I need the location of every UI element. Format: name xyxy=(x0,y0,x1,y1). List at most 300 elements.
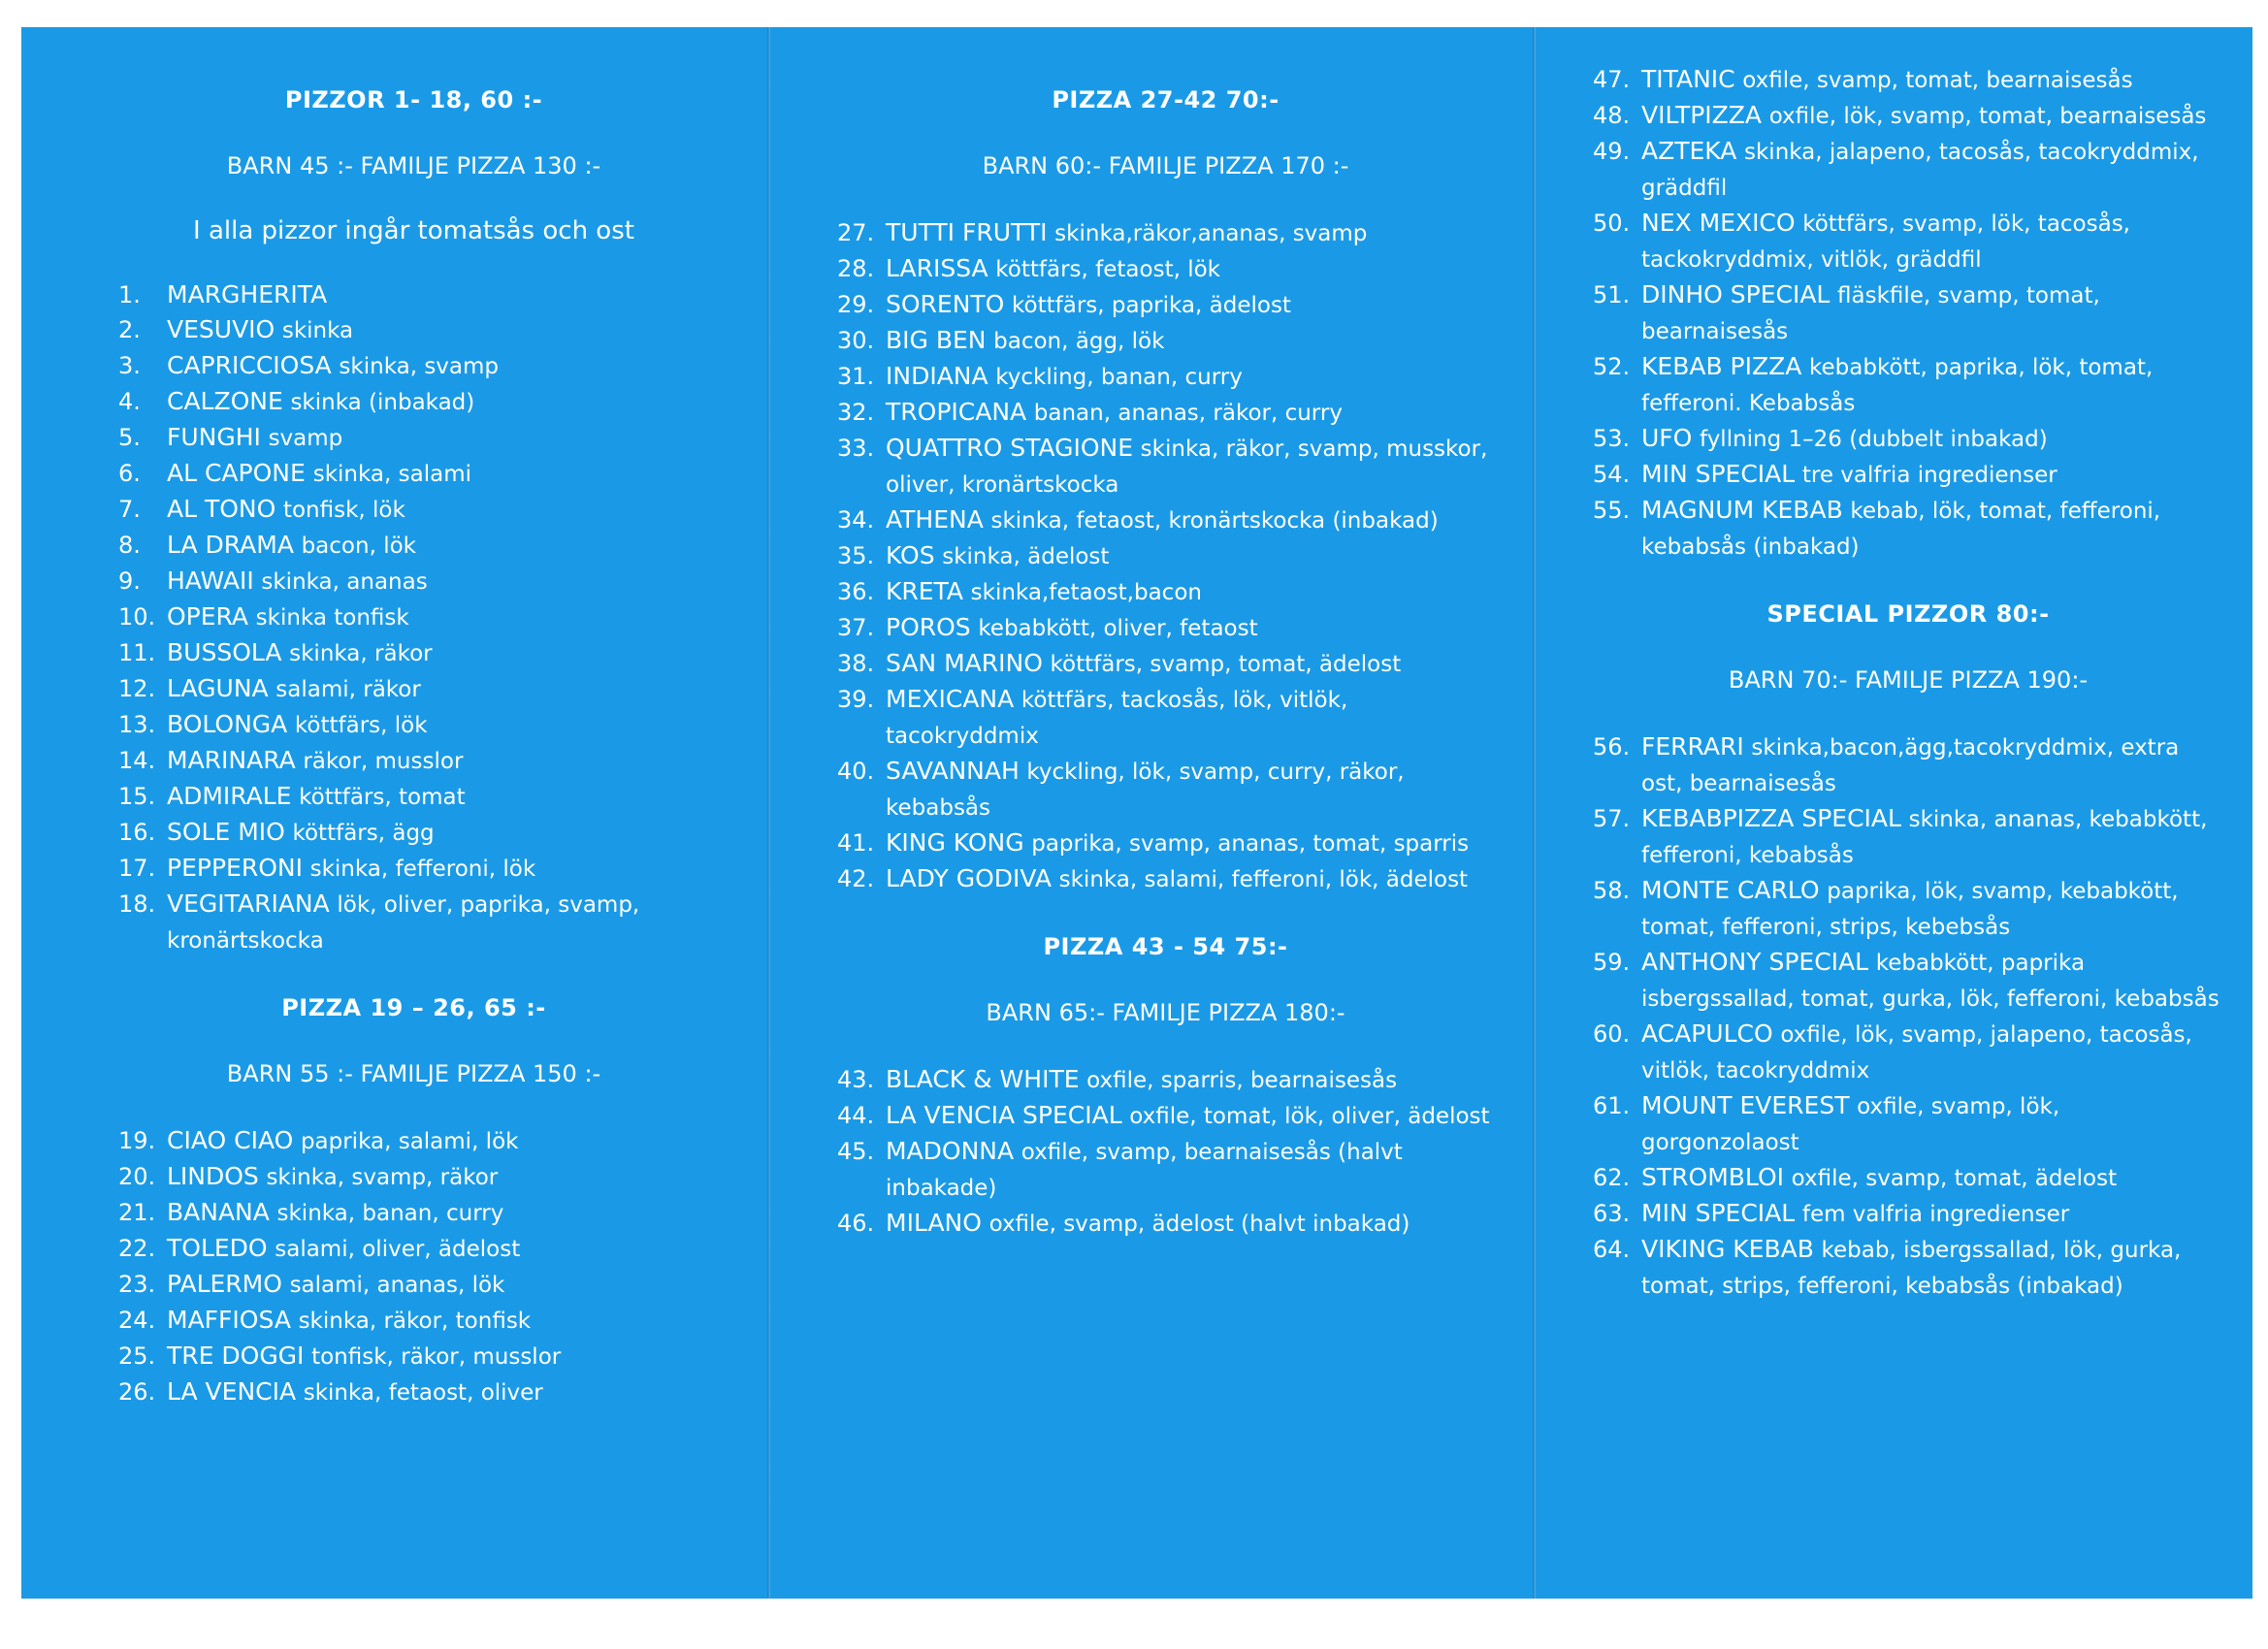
menu-item-ingredients: skinka, räkor xyxy=(289,641,433,666)
menu-item xyxy=(118,564,709,599)
menu-item xyxy=(837,1206,1494,1242)
menu-item-number: 23. xyxy=(118,1271,156,1298)
menu-item xyxy=(1593,1017,2223,1088)
menu-item-text xyxy=(886,502,1494,538)
menu-item-ingredients: kyckling, lök, svamp, curry, räkor, kebabsås xyxy=(886,760,1405,821)
menu-item-text xyxy=(167,312,709,348)
menu-item-name: SOLE MIO xyxy=(167,818,285,846)
menu-item-number: 60. xyxy=(1593,1020,1631,1048)
menu-item-text xyxy=(886,1098,1494,1134)
menu-item-text xyxy=(167,1374,709,1410)
menu-item-ingredients: kebabkött, oliver, fetaost xyxy=(978,616,1258,641)
menu-item-text xyxy=(1641,134,2223,206)
menu-item xyxy=(837,861,1494,897)
menu-item-ingredients: oxfile, svamp, lök, gorgonzolaost xyxy=(1641,1094,2060,1155)
menu-item xyxy=(118,1195,709,1231)
menu-item-name: SAN MARINO xyxy=(886,649,1043,677)
menu-item-name: LARISSA xyxy=(886,254,988,282)
menu-item-number: 15. xyxy=(118,783,156,810)
menu-item-name: MEXICANA xyxy=(886,685,1015,713)
menu-item xyxy=(118,420,709,456)
menu-item-text xyxy=(886,215,1494,251)
menu-item xyxy=(118,743,709,779)
menu-item-text xyxy=(167,1303,709,1339)
menu-item-number: 5. xyxy=(118,424,141,451)
menu-item-text xyxy=(167,887,709,958)
menu-item-ingredients: skinka, ädelost xyxy=(942,544,1110,569)
menu-item-name: SAVANNAH xyxy=(886,757,1020,785)
menu-item-number: 36. xyxy=(837,578,875,605)
menu-item-name: MAFFIOSA xyxy=(167,1306,291,1334)
menu-item-ingredients: salami, räkor xyxy=(275,677,421,702)
menu-item-ingredients: skinka, räkor, svamp, musskor, oliver, kronärtskocka xyxy=(886,436,1488,498)
menu-item-ingredients: skinka,fetaost,bacon xyxy=(970,580,1202,605)
menu-sheet xyxy=(21,27,2252,1599)
menu-item-name: BIG BEN xyxy=(886,326,987,354)
menu-item-number: 51. xyxy=(1593,281,1631,308)
menu-item-name: BANANA xyxy=(167,1198,270,1226)
menu-item-ingredients: lök, oliver, paprika, svamp, kronärtskocka xyxy=(167,892,640,954)
menu-item xyxy=(118,1123,709,1159)
menu-item-number: 53. xyxy=(1593,425,1631,452)
menu-item-number: 54. xyxy=(1593,461,1631,488)
menu-item-text xyxy=(167,671,709,707)
menu-panel-middle xyxy=(767,27,1533,1599)
menu-item-number: 30. xyxy=(837,327,875,354)
menu-item-ingredients: salami, oliver, ädelost xyxy=(275,1237,521,1262)
menu-item-number: 28. xyxy=(837,255,875,282)
menu-item xyxy=(1593,1088,2223,1160)
menu-item-ingredients: skinka,bacon,ägg,tacokryddmix, extra ost, bearnaisesås xyxy=(1641,735,2180,796)
menu-item-number: 31. xyxy=(837,363,875,390)
menu-item-name: VIKING KEBAB xyxy=(1641,1235,1814,1263)
menu-item-name: PEPPERONI xyxy=(167,854,303,882)
menu-item xyxy=(118,1159,709,1195)
menu-item-ingredients: oxfile, svamp, ädelost (halvt inbakad) xyxy=(988,1212,1410,1237)
section-title-pizza-19-26: PIZZA 19 – 26, 65 :- xyxy=(281,994,546,1021)
menu-item xyxy=(1593,1160,2223,1196)
menu-item xyxy=(837,323,1494,359)
menu-item-number: 50. xyxy=(1593,210,1631,237)
menu-item-name: KING KONG xyxy=(886,828,1024,857)
menu-item xyxy=(837,1134,1494,1206)
menu-item xyxy=(118,671,709,707)
menu-item-name: HAWAII xyxy=(167,566,254,595)
menu-item-number: 2. xyxy=(118,316,141,343)
menu-item xyxy=(118,707,709,743)
menu-item-name: TITANIC xyxy=(1641,65,1735,93)
menu-item-text xyxy=(167,564,709,599)
menu-item-number: 42. xyxy=(837,865,875,892)
menu-item-name: LA DRAMA xyxy=(167,531,294,559)
menu-item xyxy=(1593,873,2223,945)
menu-item-ingredients: kebabkött, paprika, lök, tomat, fefferoni. Kebabsås xyxy=(1641,355,2154,416)
menu-item-name: AZTEKA xyxy=(1641,137,1737,165)
pizza-list xyxy=(1593,62,2223,565)
menu-item-text xyxy=(167,348,709,384)
menu-item-ingredients: fem valfria ingredienser xyxy=(1801,1202,2070,1227)
menu-item-number: 33. xyxy=(837,435,875,462)
menu-item-ingredients: skinka, banan, curry xyxy=(276,1201,504,1226)
menu-item xyxy=(837,682,1494,754)
menu-item-ingredients: skinka, räkor, tonfisk xyxy=(298,1309,532,1334)
menu-item-name: MONTE CARLO xyxy=(1641,876,1820,904)
menu-item-ingredients: bacon, ägg, lök xyxy=(993,329,1165,354)
menu-item-text xyxy=(1641,945,2223,1017)
menu-item-number: 48. xyxy=(1593,102,1631,129)
menu-item-name: MAGNUM KEBAB xyxy=(1641,496,1843,524)
menu-item xyxy=(1593,493,2223,565)
section-sizes-pizza-43-54: BARN 65:- FAMILJE PIZZA 180:- xyxy=(986,999,1345,1026)
menu-item-name: ADMIRALE xyxy=(167,782,292,810)
menu-item-ingredients: oxfile, tomat, lök, oliver, ädelost xyxy=(1129,1104,1490,1129)
menu-item-text xyxy=(1641,277,2223,349)
menu-item xyxy=(1593,801,2223,873)
menu-item-name: BOLONGA xyxy=(167,710,288,738)
menu-item-ingredients: skinka, svamp, räkor xyxy=(266,1165,499,1190)
menu-item-number: 45. xyxy=(837,1138,875,1165)
menu-item-text xyxy=(167,815,709,851)
menu-item-text xyxy=(886,287,1494,323)
menu-item-name: AL TONO xyxy=(167,495,276,523)
menu-item-text xyxy=(1641,1160,2223,1196)
menu-item-ingredients: fläskfile, svamp, tomat, bearnaisesås xyxy=(1641,283,2100,344)
menu-item-text xyxy=(886,646,1494,682)
menu-item-ingredients: oxfile, lök, svamp, tomat, bearnaisesås xyxy=(1768,104,2207,129)
menu-item-text xyxy=(1641,801,2223,873)
menu-item-name: MIN SPECIAL xyxy=(1641,460,1796,488)
menu-item-ingredients: paprika, svamp, ananas, tomat, sparris xyxy=(1031,831,1470,857)
menu-note: I alla pizzor ingår tomatsås och ost xyxy=(193,216,634,245)
menu-item-text xyxy=(1641,1232,2223,1304)
menu-item-text xyxy=(167,707,709,743)
menu-item-number: 32. xyxy=(837,399,875,426)
menu-item xyxy=(118,456,709,492)
menu-item-number: 11. xyxy=(118,639,156,666)
menu-item-text xyxy=(886,323,1494,359)
menu-item-number: 46. xyxy=(837,1210,875,1237)
menu-panel-left xyxy=(21,27,767,1599)
pizza-list xyxy=(118,277,709,958)
menu-item xyxy=(837,754,1494,825)
menu-item xyxy=(118,635,709,671)
menu-item-ingredients: oxfile, lök, svamp, jalapeno, tacosås, vitlök, tacokryddmix xyxy=(1641,1022,2192,1083)
menu-item-ingredients: tonfisk, räkor, musslor xyxy=(311,1344,562,1370)
menu-item-number: 10. xyxy=(118,603,156,630)
menu-item-name: INDIANA xyxy=(886,362,988,390)
menu-item xyxy=(118,887,709,958)
menu-item xyxy=(837,825,1494,861)
menu-item xyxy=(118,348,709,384)
menu-item-ingredients: skinka, salami xyxy=(312,462,471,487)
menu-item-number: 61. xyxy=(1593,1092,1631,1119)
menu-item xyxy=(118,599,709,635)
pizza-list xyxy=(837,1062,1494,1242)
menu-item-text xyxy=(167,528,709,564)
menu-item-text xyxy=(886,1062,1494,1098)
menu-item-ingredients: skinka, fefferoni, lök xyxy=(309,857,536,882)
section-title-pizzor-1-18: PIZZOR 1- 18, 60 :- xyxy=(284,86,543,113)
menu-item-number: 40. xyxy=(837,758,875,785)
menu-item-text xyxy=(167,1339,709,1374)
menu-item-number: 25. xyxy=(118,1342,156,1370)
menu-item-text xyxy=(167,277,709,312)
menu-item-number: 7. xyxy=(118,496,141,523)
menu-item xyxy=(837,646,1494,682)
menu-item-text xyxy=(167,635,709,671)
menu-item-ingredients: köttfärs, svamp, lök, tacosås, tackokryddmix, vitlök, gräddfil xyxy=(1641,211,2130,273)
menu-item xyxy=(1593,457,2223,493)
menu-item-name: MARGHERITA xyxy=(167,280,328,308)
menu-item-name: PALERMO xyxy=(167,1270,282,1298)
menu-item-name: NEX MEXICO xyxy=(1641,209,1796,237)
menu-item xyxy=(118,851,709,887)
menu-item-number: 17. xyxy=(118,855,156,882)
pizza-list xyxy=(118,1123,709,1410)
menu-item-number: 43. xyxy=(837,1066,875,1093)
menu-item-ingredients: köttfärs, fetaost, lök xyxy=(995,257,1220,282)
menu-item-ingredients: bacon, lök xyxy=(301,534,416,559)
menu-item xyxy=(837,395,1494,431)
pizza-list xyxy=(837,215,1494,897)
menu-item-ingredients: kebab, lök, tomat, fefferoni, kebabsås (inbakad) xyxy=(1641,499,2161,560)
menu-item-text xyxy=(1641,206,2223,277)
menu-item-ingredients: köttfärs, svamp, tomat, ädelost xyxy=(1050,652,1402,677)
menu-item xyxy=(118,384,709,420)
menu-item-text xyxy=(167,743,709,779)
menu-item-name: TOLEDO xyxy=(167,1234,268,1262)
menu-item xyxy=(837,538,1494,574)
menu-item-ingredients: kyckling, banan, curry xyxy=(995,365,1243,390)
menu-item xyxy=(837,359,1494,395)
menu-item-text xyxy=(1641,1017,2223,1088)
menu-item-ingredients: köttfärs, lök xyxy=(294,713,428,738)
menu-item-number: 20. xyxy=(118,1163,156,1190)
menu-item-name: BLACK & WHITE xyxy=(886,1065,1080,1093)
section-title-special-pizzor: SPECIAL PIZZOR 80:- xyxy=(1766,600,2050,628)
menu-item-text xyxy=(167,1267,709,1303)
menu-item-text xyxy=(167,384,709,420)
menu-item-ingredients: paprika, salami, lök xyxy=(300,1129,519,1154)
menu-item-text xyxy=(167,599,709,635)
menu-item-number: 38. xyxy=(837,650,875,677)
menu-item-text xyxy=(167,779,709,815)
menu-item xyxy=(1593,277,2223,349)
menu-item-ingredients: oxfile, svamp, tomat, ädelost xyxy=(1791,1166,2118,1191)
menu-item-text xyxy=(1641,1196,2223,1232)
menu-item xyxy=(1593,349,2223,421)
menu-item-name: MIN SPECIAL xyxy=(1641,1199,1796,1227)
menu-item-number: 39. xyxy=(837,686,875,713)
menu-item xyxy=(1593,206,2223,277)
menu-item-text xyxy=(886,1134,1494,1206)
menu-item-name: FERRARI xyxy=(1641,732,1744,760)
menu-item xyxy=(1593,729,2223,801)
menu-item-ingredients: kebabkött, paprika isbergssallad, tomat, gurka, lök, fefferoni, kebabsås xyxy=(1641,951,2219,1012)
menu-item-text xyxy=(886,861,1494,897)
menu-item-number: 22. xyxy=(118,1235,156,1262)
menu-item-name: OPERA xyxy=(167,602,249,630)
menu-item-ingredients: salami, ananas, lök xyxy=(289,1273,505,1298)
section-sizes-special-pizzor: BARN 70:- FAMILJE PIZZA 190:- xyxy=(1728,666,2089,694)
menu-item-name: AL CAPONE xyxy=(167,459,313,487)
menu-item-text xyxy=(167,1159,709,1195)
menu-item-name: VESUVIO xyxy=(167,315,275,343)
menu-item xyxy=(837,502,1494,538)
menu-item-number: 24. xyxy=(118,1307,156,1334)
menu-item-ingredients: tonfisk, lök xyxy=(282,498,405,523)
menu-item-text xyxy=(886,754,1494,825)
menu-item xyxy=(1593,1232,2223,1304)
menu-item-text xyxy=(886,431,1494,502)
menu-item xyxy=(837,215,1494,251)
menu-item-number: 21. xyxy=(118,1199,156,1226)
menu-item-number: 16. xyxy=(118,819,156,846)
menu-item-ingredients: skinka, fetaost, oliver xyxy=(303,1380,543,1406)
menu-item-ingredients: oxfile, svamp, tomat, bearnaisesås xyxy=(1742,68,2133,93)
menu-item-text xyxy=(886,251,1494,287)
pizza-list xyxy=(1593,729,2223,1304)
menu-item-ingredients: skinka,räkor,ananas, svamp xyxy=(1054,221,1368,246)
menu-item-number: 1. xyxy=(118,281,141,308)
menu-item xyxy=(118,1267,709,1303)
menu-item-name: LAGUNA xyxy=(167,674,269,702)
menu-item-number: 13. xyxy=(118,711,156,738)
menu-item-ingredients: räkor, musslor xyxy=(303,749,464,774)
menu-item-text xyxy=(167,456,709,492)
menu-item-text xyxy=(886,574,1494,610)
menu-item-name: ATHENA xyxy=(886,505,984,534)
menu-item-name: VILTPIZZA xyxy=(1641,101,1763,129)
menu-item-text xyxy=(167,1231,709,1267)
menu-item-name: POROS xyxy=(886,613,971,641)
menu-item-text xyxy=(886,825,1494,861)
menu-item-ingredients: skinka, jalapeno, tacosås, tacokryddmix, gräddfil xyxy=(1641,140,2199,201)
menu-item-name: VEGITARIANA xyxy=(167,889,330,918)
menu-item-text xyxy=(886,682,1494,754)
menu-item-ingredients: skinka, ananas, kebabkött, fefferoni, kebabsås xyxy=(1641,807,2208,868)
menu-item-text xyxy=(886,538,1494,574)
section-title-pizza-43-54: PIZZA 43 - 54 75:- xyxy=(1043,933,1288,960)
menu-item-name: LA VENCIA xyxy=(167,1377,297,1406)
menu-item-ingredients: fyllning 1–26 (dubbelt inbakad) xyxy=(1700,427,2048,452)
menu-item-name: STROMBLOI xyxy=(1641,1163,1784,1191)
menu-item-name: MARINARA xyxy=(167,746,296,774)
menu-item-number: 64. xyxy=(1593,1236,1631,1263)
menu-item-text xyxy=(886,1206,1494,1242)
menu-item-number: 34. xyxy=(837,506,875,534)
menu-item-number: 57. xyxy=(1593,805,1631,832)
menu-item-text xyxy=(1641,98,2223,134)
menu-item-text xyxy=(167,851,709,887)
menu-item-ingredients: paprika, lök, svamp, kebabkött, tomat, fefferoni, strips, kebebsås xyxy=(1641,879,2179,940)
menu-item-number: 44. xyxy=(837,1102,875,1129)
menu-item xyxy=(118,815,709,851)
menu-item-number: 47. xyxy=(1593,66,1631,93)
menu-item xyxy=(1593,945,2223,1017)
menu-item xyxy=(118,1303,709,1339)
menu-item-ingredients: kebab, isbergssallad, lök, gurka, tomat, strips, fefferoni, kebabsås (inbakad) xyxy=(1641,1238,2182,1299)
menu-item-ingredients: köttfärs, ägg xyxy=(292,821,435,846)
menu-item xyxy=(118,1374,709,1410)
section-sizes-pizza-27-42: BARN 60:- FAMILJE PIZZA 170 :- xyxy=(982,152,1349,179)
menu-item-text xyxy=(886,610,1494,646)
menu-item-name: KEBAB PIZZA xyxy=(1641,352,1802,380)
menu-item-ingredients: banan, ananas, räkor, curry xyxy=(1033,401,1343,426)
menu-item-number: 41. xyxy=(837,829,875,857)
menu-item-number: 29. xyxy=(837,291,875,318)
menu-item xyxy=(1593,98,2223,134)
menu-item-text xyxy=(886,359,1494,395)
menu-item xyxy=(118,779,709,815)
menu-item-number: 4. xyxy=(118,388,141,415)
menu-item xyxy=(837,431,1494,502)
menu-item-name: LADY GODIVA xyxy=(886,864,1052,892)
menu-item-text xyxy=(1641,457,2223,493)
menu-item-name: ACAPULCO xyxy=(1641,1019,1773,1048)
menu-item-name: KEBABPIZZA SPECIAL xyxy=(1641,804,1901,832)
menu-item-name: MADONNA xyxy=(886,1137,1015,1165)
menu-item xyxy=(837,1062,1494,1098)
menu-item-text xyxy=(1641,493,2223,565)
menu-item-number: 19. xyxy=(118,1127,156,1154)
menu-item-number: 8. xyxy=(118,532,141,559)
menu-item-ingredients: köttfärs, paprika, ädelost xyxy=(1012,293,1291,318)
menu-item-ingredients: skinka, svamp xyxy=(339,354,500,379)
menu-item-number: 14. xyxy=(118,747,156,774)
menu-item-name: SORENTO xyxy=(886,290,1005,318)
section-sizes-pizzor-1-18: BARN 45 :- FAMILJE PIZZA 130 :- xyxy=(226,152,601,179)
menu-item xyxy=(118,492,709,528)
menu-item-name: KOS xyxy=(886,541,935,569)
menu-item-text xyxy=(167,1195,709,1231)
menu-item-ingredients: skinka xyxy=(281,318,354,343)
menu-item xyxy=(118,277,709,312)
menu-item-name: CALZONE xyxy=(167,387,283,415)
menu-item-name: QUATTRO STAGIONE xyxy=(886,434,1134,462)
menu-item-name: ANTHONY SPECIAL xyxy=(1641,948,1869,976)
menu-item-name: CAPRICCIOSA xyxy=(167,351,332,379)
menu-item-number: 59. xyxy=(1593,949,1631,976)
menu-item-ingredients: tre valfria ingredienser xyxy=(1801,463,2057,488)
menu-item xyxy=(118,1231,709,1267)
menu-item-text xyxy=(1641,1088,2223,1160)
menu-item-name: CIAO CIAO xyxy=(167,1126,294,1154)
menu-item-text xyxy=(1641,62,2223,98)
menu-item-name: FUNGHI xyxy=(167,423,261,451)
menu-item-name: TROPICANA xyxy=(886,398,1027,426)
menu-item-number: 58. xyxy=(1593,877,1631,904)
menu-item-text xyxy=(886,395,1494,431)
menu-item-name: KRETA xyxy=(886,577,963,605)
menu-item-ingredients: skinka (inbakad) xyxy=(290,390,475,415)
menu-item-number: 9. xyxy=(118,567,141,595)
menu-item-text xyxy=(167,420,709,456)
menu-item-text xyxy=(167,1123,709,1159)
menu-item-text xyxy=(167,492,709,528)
menu-item-ingredients: skinka, ananas xyxy=(261,569,428,595)
menu-item xyxy=(837,251,1494,287)
menu-item xyxy=(118,312,709,348)
menu-item-number: 63. xyxy=(1593,1200,1631,1227)
menu-item-number: 37. xyxy=(837,614,875,641)
menu-item-ingredients: oxfile, svamp, bearnaisesås (halvt inbakade) xyxy=(886,1140,1403,1201)
menu-item-ingredients: oxfile, sparris, bearnaisesås xyxy=(1086,1068,1398,1093)
menu-item-ingredients: svamp xyxy=(268,426,343,451)
menu-item-number: 35. xyxy=(837,542,875,569)
menu-item-name: LINDOS xyxy=(167,1162,259,1190)
menu-item-name: TRE DOGGI xyxy=(167,1342,305,1370)
